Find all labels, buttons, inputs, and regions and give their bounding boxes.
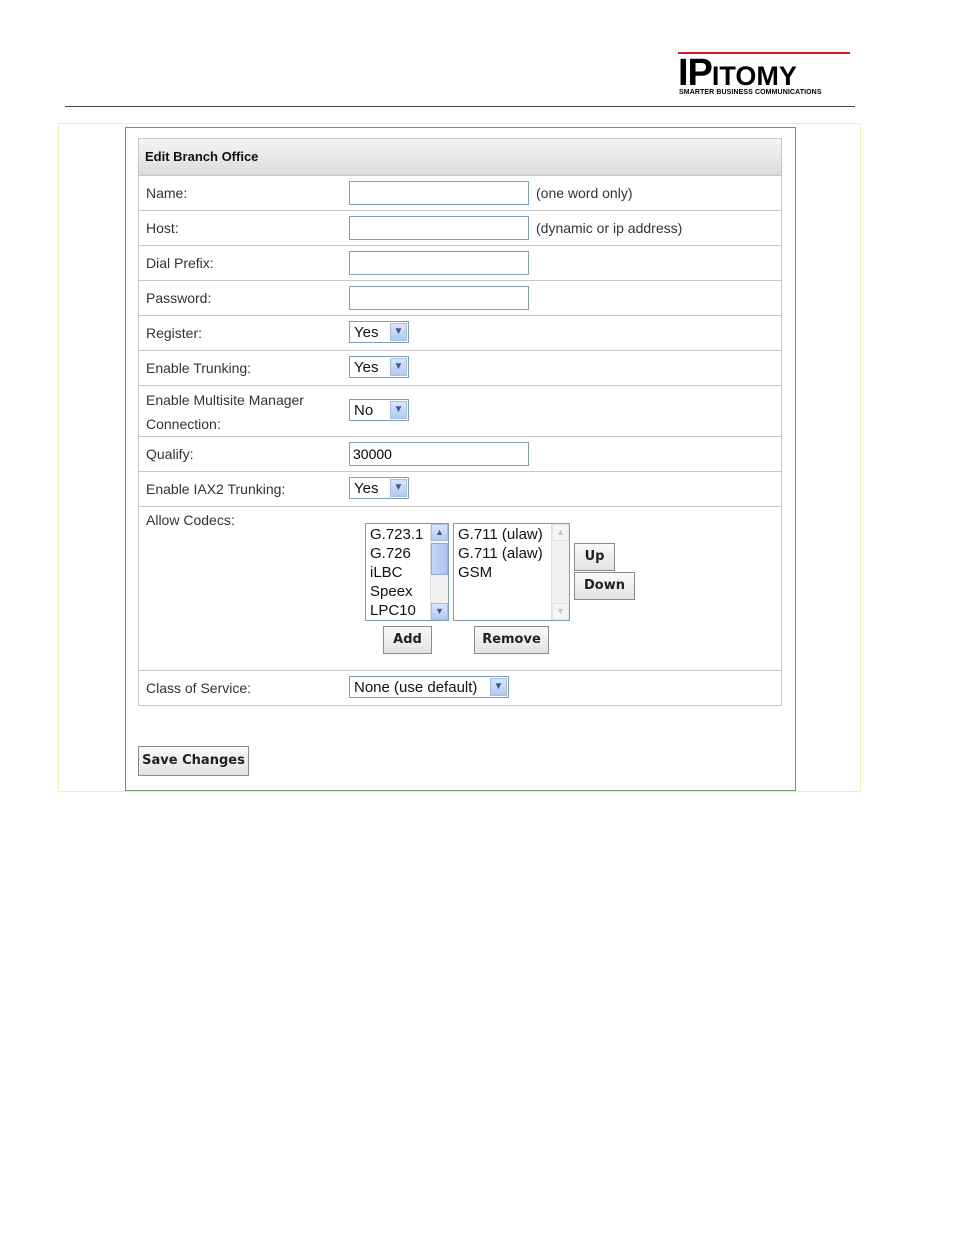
add-codec-button[interactable]: Add [383,626,432,654]
allowed-codecs-scrollbar [551,524,569,620]
form-title: Edit Branch Office [139,139,781,176]
list-item[interactable]: iLBC [370,564,403,581]
list-item[interactable]: G.726 [370,545,411,562]
name-hint: (one word only) [536,185,633,201]
logo-wordmark: IPITOMY [678,52,797,94]
multisite-label: Enable Multisite Manager Connection: [146,392,304,432]
iax2-label: Enable IAX2 Trunking: [146,481,286,497]
available-codecs-scrollbar[interactable] [430,524,448,620]
list-item[interactable]: LPC10 [370,602,416,619]
allow-codecs-label: Allow Codecs: [146,512,235,528]
list-item[interactable]: Speex [370,583,413,600]
allowed-codecs-list[interactable] [453,523,570,621]
class-of-service-select[interactable]: None (use default) ▼ [349,676,509,698]
multisite-row [139,386,781,437]
host-input[interactable] [349,216,529,240]
enable-trunking-label: Enable Trunking: [146,360,252,376]
host-hint: (dynamic or ip address) [536,220,683,236]
list-item[interactable]: GSM [458,564,493,581]
ipitomy-logo [678,50,854,102]
chevron-down-icon: ▼ [390,479,407,497]
name-row [139,176,781,211]
list-item[interactable]: G.711 (ulaw) [458,526,543,543]
remove-codec-button[interactable]: Remove [474,626,549,654]
dial-prefix-label: Dial Prefix: [146,255,214,271]
host-label: Host: [146,220,179,236]
register-label: Register: [146,325,203,341]
scroll-down-icon[interactable]: ▼ [431,603,448,620]
save-changes-button[interactable]: Save Changes [138,746,249,776]
list-item[interactable]: G.711 (alaw) [458,545,543,562]
iax2-select[interactable]: Yes ▼ [349,477,409,499]
dial-prefix-row [139,246,781,281]
logo-tagline: SMARTER BUSINESS COMMUNICATIONS [679,89,822,96]
chevron-down-icon: ▼ [390,323,407,341]
allow-codecs-row [139,507,781,671]
list-item[interactable]: G.723.1 [370,526,424,543]
scroll-up-icon: ▲ [552,524,569,541]
password-label: Password: [146,290,212,306]
scroll-thumb[interactable] [431,543,448,575]
chevron-down-icon: ▼ [390,401,407,419]
header-divider [65,106,855,107]
qualify-input[interactable] [349,442,529,466]
enable-trunking-select[interactable]: Yes ▼ [349,356,409,378]
available-codecs-list[interactable] [365,523,449,621]
edit-branch-office-form [138,138,782,706]
qualify-row [139,437,781,472]
multisite-select[interactable]: No ▼ [349,399,409,421]
enable-trunking-row [139,351,781,386]
move-up-button[interactable]: Up [574,543,615,571]
move-down-button[interactable]: Down [574,572,635,600]
password-row [139,281,781,316]
host-row [139,211,781,246]
register-select[interactable]: Yes ▼ [349,321,409,343]
scroll-down-icon: ▼ [552,603,569,620]
class-of-service-row [139,671,781,705]
qualify-label: Qualify: [146,446,194,462]
chevron-down-icon: ▼ [390,358,407,376]
chevron-down-icon: ▼ [490,678,507,696]
password-input[interactable] [349,286,529,310]
register-row [139,316,781,351]
iax2-row [139,472,781,507]
class-of-service-label: Class of Service: [146,680,252,696]
scroll-up-icon[interactable]: ▲ [431,524,448,541]
name-label: Name: [146,185,188,201]
dial-prefix-input[interactable] [349,251,529,275]
name-input[interactable] [349,181,529,205]
